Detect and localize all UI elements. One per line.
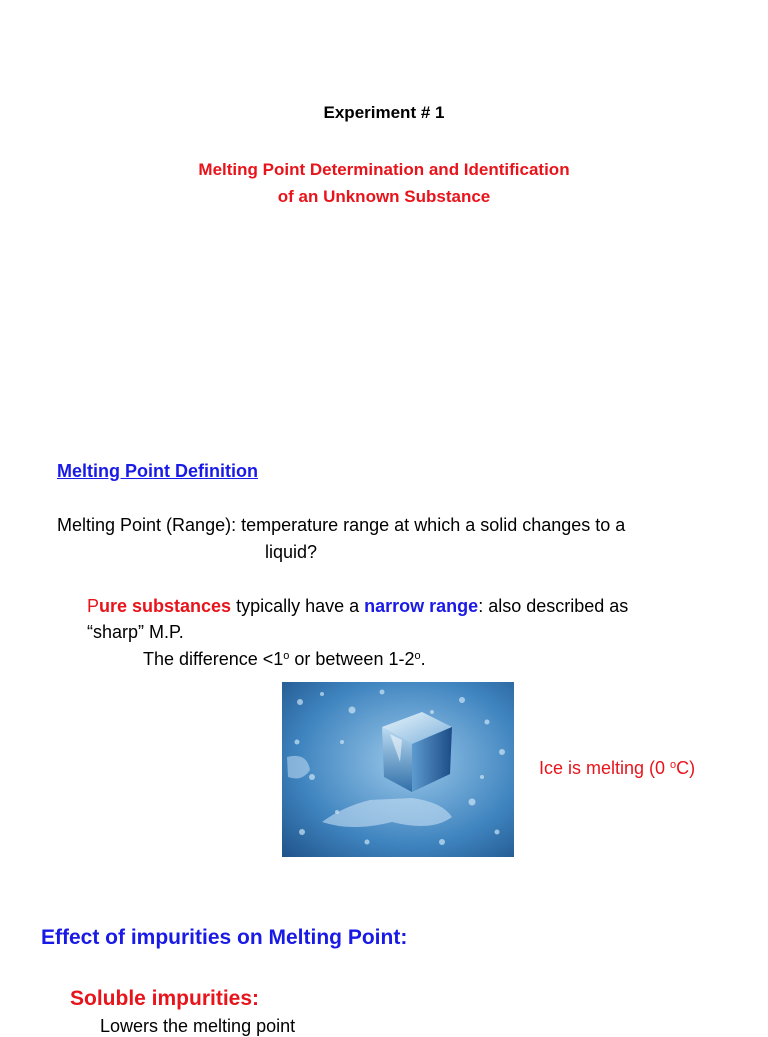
- definition-text-line-2: liquid?: [265, 542, 318, 562]
- pure-p-letter: P: [87, 596, 100, 616]
- degree-sup-1: o: [283, 650, 290, 662]
- ice-melting-caption: [539, 758, 695, 779]
- cutoff-bullet-text: Lowers the melting point: [100, 1016, 296, 1036]
- pure-substances-line: [87, 596, 628, 617]
- caption-degree-sup: o: [670, 759, 677, 771]
- effect-of-impurities-heading: Effect of impurities on Melting Point:: [41, 926, 408, 949]
- caption-unit: C): [676, 758, 696, 778]
- caption-text: Ice is melting (0: [539, 758, 671, 778]
- difference-text: The difference <1: [143, 649, 284, 669]
- between-text: or between 1-2: [289, 649, 415, 669]
- pure-substances-term: ure substances: [99, 596, 232, 616]
- experiment-subtitle: [0, 156, 768, 210]
- melting-ice-cube-image: [282, 682, 514, 857]
- subtitle-line-2: of an Unknown Substance: [277, 187, 491, 206]
- definition-text-line-1: Melting Point (Range): temperature range at which a solid changes to a: [57, 515, 626, 535]
- sharp-mp-line: “sharp” M.P.: [87, 622, 184, 642]
- experiment-title: Experiment # 1: [323, 103, 445, 122]
- soluble-impurities-heading: Soluble impurities:: [70, 987, 260, 1010]
- subtitle-line-1: Melting Point Determination and Identification: [198, 160, 570, 179]
- difference-line: [143, 649, 426, 670]
- degree-sup-2: o: [414, 650, 421, 662]
- melting-point-definition-heading: Melting Point Definition: [57, 461, 258, 481]
- typically-text: typically have a: [231, 596, 365, 616]
- also-described-text: : also described as: [478, 596, 629, 616]
- narrow-range-term: narrow range: [364, 596, 479, 616]
- period-text: .: [420, 649, 426, 669]
